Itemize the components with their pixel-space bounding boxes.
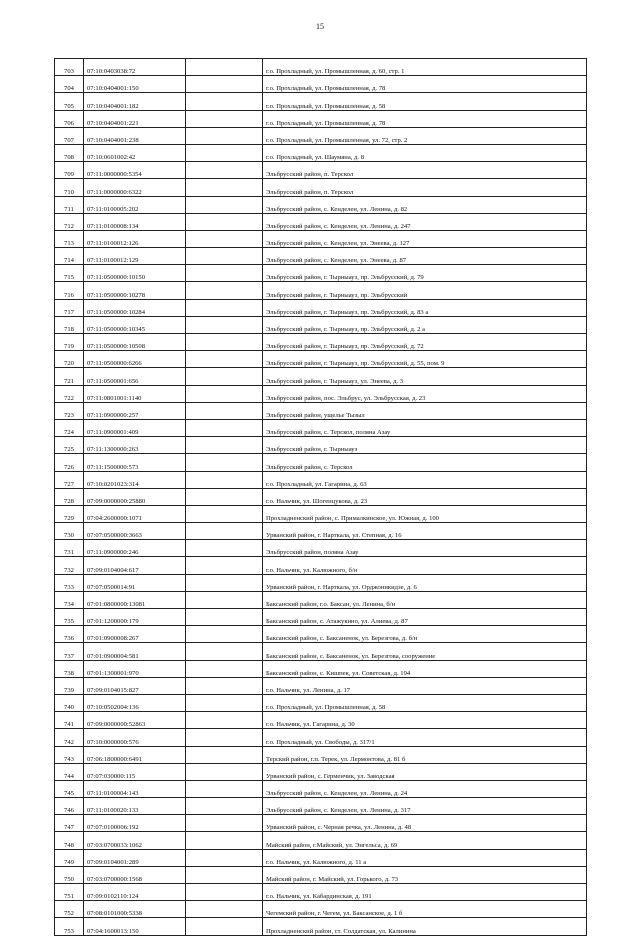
address-cell: Урванский район, г. Нарткала, ул. Орджоникидзе, д. 6 <box>263 574 587 591</box>
row-number-cell: 705 <box>55 93 84 110</box>
address-cell: г.о. Прохладный, ул. Гагарина, д. 63 <box>263 471 587 488</box>
empty-cell <box>186 918 263 935</box>
row-number-cell: 720 <box>55 351 84 368</box>
row-number-cell: 703 <box>55 59 84 76</box>
address-cell: Прохладненский район, ст. Солдатская, ул. Калинина <box>263 918 587 935</box>
empty-cell <box>186 746 263 763</box>
empty-cell <box>186 230 263 247</box>
cadastral-number-cell: 07:11:0000000:5354 <box>84 162 186 179</box>
address-cell: г.о. Прохладный, ул. Свободы, д. 317/1 <box>263 729 587 746</box>
address-cell: г.о. Прохладный, ул. Шаумяна, д. 8 <box>263 144 587 161</box>
empty-cell <box>186 93 263 110</box>
row-number-cell: 742 <box>55 729 84 746</box>
cadastral-number-cell: 07:11:0500001:656 <box>84 368 186 385</box>
cadastral-number-cell: 07:11:0100020:133 <box>84 798 186 815</box>
address-cell: Эльбрусский район, пос. Эльбрус, ул. Эльбрусская, д. 23 <box>263 385 587 402</box>
cadastral-number-cell: 07:11:1500000:573 <box>84 454 186 471</box>
address-cell: г.о. Прохладный, ул. Промышленная, д. 60, стр. 1 <box>263 59 587 76</box>
cadastral-number-cell: 07:11:0900001:409 <box>84 419 186 436</box>
address-cell: Прохладненский район, с. Прималкинское, ул. Южная, д. 100 <box>263 505 587 522</box>
table-row <box>55 299 587 316</box>
address-cell: Майский район, г. Майский, ул. Горького, д. 73 <box>263 866 587 883</box>
empty-cell <box>186 832 263 849</box>
table-row <box>55 334 587 351</box>
cadastral-number-cell: 07:03:0700033:1062 <box>84 832 186 849</box>
row-number-cell: 709 <box>55 162 84 179</box>
table-row <box>55 93 587 110</box>
row-number-cell: 746 <box>55 798 84 815</box>
cadastral-number-cell: 07:01:0900008:267 <box>84 626 186 643</box>
address-cell: г.о. Нальчик, ул. Калюжного, б/н <box>263 557 587 574</box>
row-number-cell: 719 <box>55 334 84 351</box>
empty-cell <box>186 523 263 540</box>
address-cell: Майский район, г.Майский, ул. Энгельса, д. 69 <box>263 832 587 849</box>
empty-cell <box>186 540 263 557</box>
empty-cell <box>186 798 263 815</box>
table-row <box>55 316 587 333</box>
row-number-cell: 728 <box>55 488 84 505</box>
address-cell: г.о. Прохладный, ул. Промышленная, д. 58 <box>263 93 587 110</box>
row-number-cell: 732 <box>55 557 84 574</box>
table-row <box>55 230 587 247</box>
table-row <box>55 248 587 265</box>
table-row <box>55 488 587 505</box>
address-cell: Эльбрусский район, г. Тырныауз, ул. Энеева, д. 3 <box>263 368 587 385</box>
address-cell: г.о. Нальчик, ул. Шогенцукова, д. 23 <box>263 488 587 505</box>
empty-cell <box>186 574 263 591</box>
table-row <box>55 832 587 849</box>
table-row <box>55 866 587 883</box>
table-row <box>55 162 587 179</box>
table-row <box>55 901 587 918</box>
address-cell: Эльбрусский район, г. Тырныауз, пр. Эльбрусский <box>263 282 587 299</box>
address-cell: Эльбрусский район, с. Кенделен, ул. Энеева, д. 87 <box>263 248 587 265</box>
address-cell: г.о. Прохладный, ул. Промышленная, ул. 72, стр. 2 <box>263 127 587 144</box>
cadastral-number-cell: 07:11:0100004:143 <box>84 780 186 797</box>
table-row <box>55 849 587 866</box>
table-row <box>55 419 587 436</box>
address-cell: Эльбрусский район, ущелье Тызыл <box>263 402 587 419</box>
address-cell: Баксанский район, с. Баксаненок, ул. Березгова, сооружение <box>263 643 587 660</box>
cadastral-number-cell: 07:10:0404001:182 <box>84 93 186 110</box>
address-cell: Урванский район, с. Герменчик, ул. Заводская <box>263 763 587 780</box>
table-row <box>55 763 587 780</box>
registry-table-body <box>55 59 587 936</box>
empty-cell <box>186 179 263 196</box>
cadastral-number-cell: 07:10:0000000:576 <box>84 729 186 746</box>
row-number-cell: 706 <box>55 110 84 127</box>
empty-cell <box>186 196 263 213</box>
empty-cell <box>186 488 263 505</box>
cadastral-number-cell: 07:11:0900000:257 <box>84 402 186 419</box>
table-row <box>55 454 587 471</box>
cadastral-number-cell: 07:11:0900000:246 <box>84 540 186 557</box>
cadastral-number-cell: 07:11:0500000:10150 <box>84 265 186 282</box>
cadastral-number-cell: 07:11:0500000:10508 <box>84 334 186 351</box>
empty-cell <box>186 849 263 866</box>
table-row <box>55 557 587 574</box>
empty-cell <box>186 316 263 333</box>
row-number-cell: 743 <box>55 746 84 763</box>
row-number-cell: 713 <box>55 230 84 247</box>
empty-cell <box>186 815 263 832</box>
row-number-cell: 750 <box>55 866 84 883</box>
empty-cell <box>186 901 263 918</box>
row-number-cell: 724 <box>55 419 84 436</box>
table-row <box>55 746 587 763</box>
empty-cell <box>186 162 263 179</box>
empty-cell <box>186 419 263 436</box>
row-number-cell: 704 <box>55 76 84 93</box>
table-row <box>55 712 587 729</box>
address-cell: Эльбрусский район, с. Кенделен, ул. Ленина, д. 82 <box>263 196 587 213</box>
table-row <box>55 59 587 76</box>
empty-cell <box>186 265 263 282</box>
cadastral-number-cell: 07:07:0500014:91 <box>84 574 186 591</box>
empty-cell <box>186 59 263 76</box>
cadastral-number-cell: 07:11:0000000:6322 <box>84 179 186 196</box>
address-cell: Баксанский район, с. Баксаненок, ул. Березгова, д. б/н <box>263 626 587 643</box>
table-row <box>55 213 587 230</box>
address-cell: Эльбрусский район, г. Тырныауз, пр. Эльбрусский, д. 83 а <box>263 299 587 316</box>
row-number-cell: 723 <box>55 402 84 419</box>
cadastral-number-cell: 07:01:0800000:13081 <box>84 591 186 608</box>
empty-cell <box>186 780 263 797</box>
cadastral-number-cell: 07:10:0403038:72 <box>84 59 186 76</box>
empty-cell <box>186 299 263 316</box>
table-row <box>55 110 587 127</box>
empty-cell <box>186 557 263 574</box>
row-number-cell: 717 <box>55 299 84 316</box>
empty-cell <box>186 454 263 471</box>
row-number-cell: 733 <box>55 574 84 591</box>
cadastral-number-cell: 07:07:0100006:192 <box>84 815 186 832</box>
table-row <box>55 523 587 540</box>
registry-table <box>54 58 587 936</box>
row-number-cell: 735 <box>55 609 84 626</box>
empty-cell <box>186 76 263 93</box>
table-row <box>55 591 587 608</box>
cadastral-number-cell: 07:07:0500000:3663 <box>84 523 186 540</box>
cadastral-number-cell: 07:08:0101000:5338 <box>84 901 186 918</box>
table-row <box>55 505 587 522</box>
empty-cell <box>186 213 263 230</box>
table-row <box>55 127 587 144</box>
empty-cell <box>186 471 263 488</box>
row-number-cell: 710 <box>55 179 84 196</box>
table-row <box>55 265 587 282</box>
row-number-cell: 712 <box>55 213 84 230</box>
cadastral-number-cell: 07:11:0500000:6266 <box>84 351 186 368</box>
empty-cell <box>186 660 263 677</box>
empty-cell <box>186 127 263 144</box>
empty-cell <box>186 505 263 522</box>
address-cell: г.о. Прохладный, ул. Промышленная, д. 58 <box>263 694 587 711</box>
row-number-cell: 747 <box>55 815 84 832</box>
row-number-cell: 752 <box>55 901 84 918</box>
cadastral-number-cell: 07:04:1600013:150 <box>84 918 186 935</box>
row-number-cell: 708 <box>55 144 84 161</box>
address-cell: Урванский район, с. Черная речка, ул. Ленина, д. 48 <box>263 815 587 832</box>
table-row <box>55 694 587 711</box>
empty-cell <box>186 334 263 351</box>
row-number-cell: 730 <box>55 523 84 540</box>
row-number-cell: 738 <box>55 660 84 677</box>
table-row <box>55 815 587 832</box>
row-number-cell: 748 <box>55 832 84 849</box>
empty-cell <box>186 712 263 729</box>
cadastral-number-cell: 07:11:0100012:129 <box>84 248 186 265</box>
table-row <box>55 385 587 402</box>
table-row <box>55 437 587 454</box>
address-cell: Эльбрусский район, с. Кенделен, ул. Ленина, д. 317 <box>263 798 587 815</box>
address-cell: Эльбрусский район, г. Тырныауз, пр. Эльбрусский, д. 79 <box>263 265 587 282</box>
address-cell: Эльбрусский район, г. Тырныауз <box>263 437 587 454</box>
address-cell: г.о. Нальчик, ул. Ленина, д. 17 <box>263 677 587 694</box>
address-cell: Эльбрусский район, с. Кенделен, ул. Ленина, д. 24 <box>263 780 587 797</box>
table-row <box>55 540 587 557</box>
table-row <box>55 471 587 488</box>
row-number-cell: 718 <box>55 316 84 333</box>
address-cell: Эльбрусский район, с. Терскол, поляна Азау <box>263 419 587 436</box>
address-cell: Урванский район, г. Нарткала, ул. Степная, д. 16 <box>263 523 587 540</box>
cadastral-number-cell: 07:06:1800000:6491 <box>84 746 186 763</box>
table-row <box>55 402 587 419</box>
table-row <box>55 351 587 368</box>
cadastral-number-cell: 07:09:0102110:124 <box>84 884 186 901</box>
empty-cell <box>186 643 263 660</box>
empty-cell <box>186 248 263 265</box>
address-cell: Эльбрусский район, г. Тырныауз, пр. Эльбрусский, д. 2 а <box>263 316 587 333</box>
address-cell: Эльбрусский район, поляна Азау <box>263 540 587 557</box>
cadastral-number-cell: 07:01:1300001:970 <box>84 660 186 677</box>
table-row <box>55 144 587 161</box>
address-cell: Баксанский район, с. Атажукино, ул. Алиева, д. 87 <box>263 609 587 626</box>
table-row <box>55 196 587 213</box>
cadastral-number-cell: 07:03:0700000:1568 <box>84 866 186 883</box>
row-number-cell: 715 <box>55 265 84 282</box>
cadastral-number-cell: 07:07:030000:115 <box>84 763 186 780</box>
table-row <box>55 677 587 694</box>
cadastral-number-cell: 07:11:0801001:1140 <box>84 385 186 402</box>
row-number-cell: 714 <box>55 248 84 265</box>
empty-cell <box>186 763 263 780</box>
empty-cell <box>186 385 263 402</box>
cadastral-number-cell: 07:09:0000000:52863 <box>84 712 186 729</box>
address-cell: Баксанский район, с. Кишпек, ул. Советская, д. 194 <box>263 660 587 677</box>
row-number-cell: 716 <box>55 282 84 299</box>
address-cell: Эльбрусский район, с. Терскол <box>263 454 587 471</box>
cadastral-number-cell: 07:09:0104001:289 <box>84 849 186 866</box>
cadastral-number-cell: 07:10:0502004:136 <box>84 694 186 711</box>
table-row <box>55 76 587 93</box>
row-number-cell: 745 <box>55 780 84 797</box>
table-row <box>55 729 587 746</box>
row-number-cell: 726 <box>55 454 84 471</box>
cadastral-number-cell: 07:11:0100008:134 <box>84 213 186 230</box>
row-number-cell: 741 <box>55 712 84 729</box>
cadastral-number-cell: 07:01:0900004:581 <box>84 643 186 660</box>
page-number: 15 <box>316 22 324 31</box>
address-cell: Эльбрусский район, с. Кенделен, ул. Энеева, д. 127 <box>263 230 587 247</box>
table-row <box>55 918 587 935</box>
cadastral-number-cell: 07:09:0104004:617 <box>84 557 186 574</box>
empty-cell <box>186 368 263 385</box>
cadastral-number-cell: 07:11:1300000:263 <box>84 437 186 454</box>
row-number-cell: 722 <box>55 385 84 402</box>
table-row <box>55 660 587 677</box>
table-row <box>55 179 587 196</box>
empty-cell <box>186 884 263 901</box>
address-cell: Эльбрусский район, г. Тырныауз, пр. Эльбрусский, д. 72 <box>263 334 587 351</box>
row-number-cell: 727 <box>55 471 84 488</box>
address-cell: г.о. Нальчик, ул. Гагарина, д. 30 <box>263 712 587 729</box>
empty-cell <box>186 351 263 368</box>
cadastral-number-cell: 07:10:0601002:42 <box>84 144 186 161</box>
empty-cell <box>186 402 263 419</box>
table-row <box>55 884 587 901</box>
row-number-cell: 707 <box>55 127 84 144</box>
table-row <box>55 780 587 797</box>
table-row <box>55 643 587 660</box>
empty-cell <box>186 609 263 626</box>
empty-cell <box>186 144 263 161</box>
empty-cell <box>186 694 263 711</box>
cadastral-number-cell: 07:04:2600000:1071 <box>84 505 186 522</box>
address-cell: Чегемский район, г. Чегем, ул. Баксанское, д. 1 б <box>263 901 587 918</box>
address-cell: Терский район, г.п. Терек, ул. Лермонтова, д. 81 б <box>263 746 587 763</box>
row-number-cell: 749 <box>55 849 84 866</box>
cadastral-number-cell: 07:09:0000000:25880 <box>84 488 186 505</box>
address-cell: Баксанский район, г.о. Баксан, ул. Ленина, б/н <box>263 591 587 608</box>
row-number-cell: 744 <box>55 763 84 780</box>
row-number-cell: 721 <box>55 368 84 385</box>
cadastral-number-cell: 07:10:0404001:150 <box>84 76 186 93</box>
cadastral-number-cell: 07:01:1200000:179 <box>84 609 186 626</box>
empty-cell <box>186 866 263 883</box>
row-number-cell: 729 <box>55 505 84 522</box>
row-number-cell: 739 <box>55 677 84 694</box>
address-cell: Эльбрусский район, п. Терскол <box>263 179 587 196</box>
address-cell: Эльбрусский район, с. Кенделен, ул. Ленина, д. 247 <box>263 213 587 230</box>
address-cell: г.о. Прохладный, ул. Промышленная, д. 78 <box>263 110 587 127</box>
address-cell: г.о. Нальчик, ул. Калюжного, д. 11 а <box>263 849 587 866</box>
cadastral-number-cell: 07:11:0500000:10278 <box>84 282 186 299</box>
row-number-cell: 751 <box>55 884 84 901</box>
cadastral-number-cell: 07:10:0404001:221 <box>84 110 186 127</box>
empty-cell <box>186 591 263 608</box>
cadastral-number-cell: 07:10:0201023:314 <box>84 471 186 488</box>
row-number-cell: 753 <box>55 918 84 935</box>
table-row <box>55 282 587 299</box>
cadastral-number-cell: 07:11:0500000:10345 <box>84 316 186 333</box>
cadastral-number-cell: 07:11:0500000:10284 <box>84 299 186 316</box>
cadastral-number-cell: 07:10:0404001:238 <box>84 127 186 144</box>
table-row <box>55 368 587 385</box>
empty-cell <box>186 437 263 454</box>
address-cell: Эльбрусский район, п. Терскол <box>263 162 587 179</box>
empty-cell <box>186 729 263 746</box>
address-cell: г.о. Прохладный, ул. Промышленная, д. 78 <box>263 76 587 93</box>
row-number-cell: 725 <box>55 437 84 454</box>
row-number-cell: 711 <box>55 196 84 213</box>
row-number-cell: 740 <box>55 694 84 711</box>
address-cell: г.о. Нальчик, ул. Кабардинская, д. 191 <box>263 884 587 901</box>
row-number-cell: 731 <box>55 540 84 557</box>
row-number-cell: 737 <box>55 643 84 660</box>
empty-cell <box>186 282 263 299</box>
empty-cell <box>186 110 263 127</box>
table-row <box>55 609 587 626</box>
row-number-cell: 736 <box>55 626 84 643</box>
address-cell: Эльбрусский район, г. Тырныауз, пр. Эльбрусский, д. 55, пом. 9 <box>263 351 587 368</box>
empty-cell <box>186 677 263 694</box>
empty-cell <box>186 626 263 643</box>
cadastral-number-cell: 07:09:0104015:827 <box>84 677 186 694</box>
cadastral-number-cell: 07:11:0100012:126 <box>84 230 186 247</box>
table-row <box>55 798 587 815</box>
cadastral-number-cell: 07:11:0100005:202 <box>84 196 186 213</box>
table-row <box>55 626 587 643</box>
table-row <box>55 574 587 591</box>
row-number-cell: 734 <box>55 591 84 608</box>
